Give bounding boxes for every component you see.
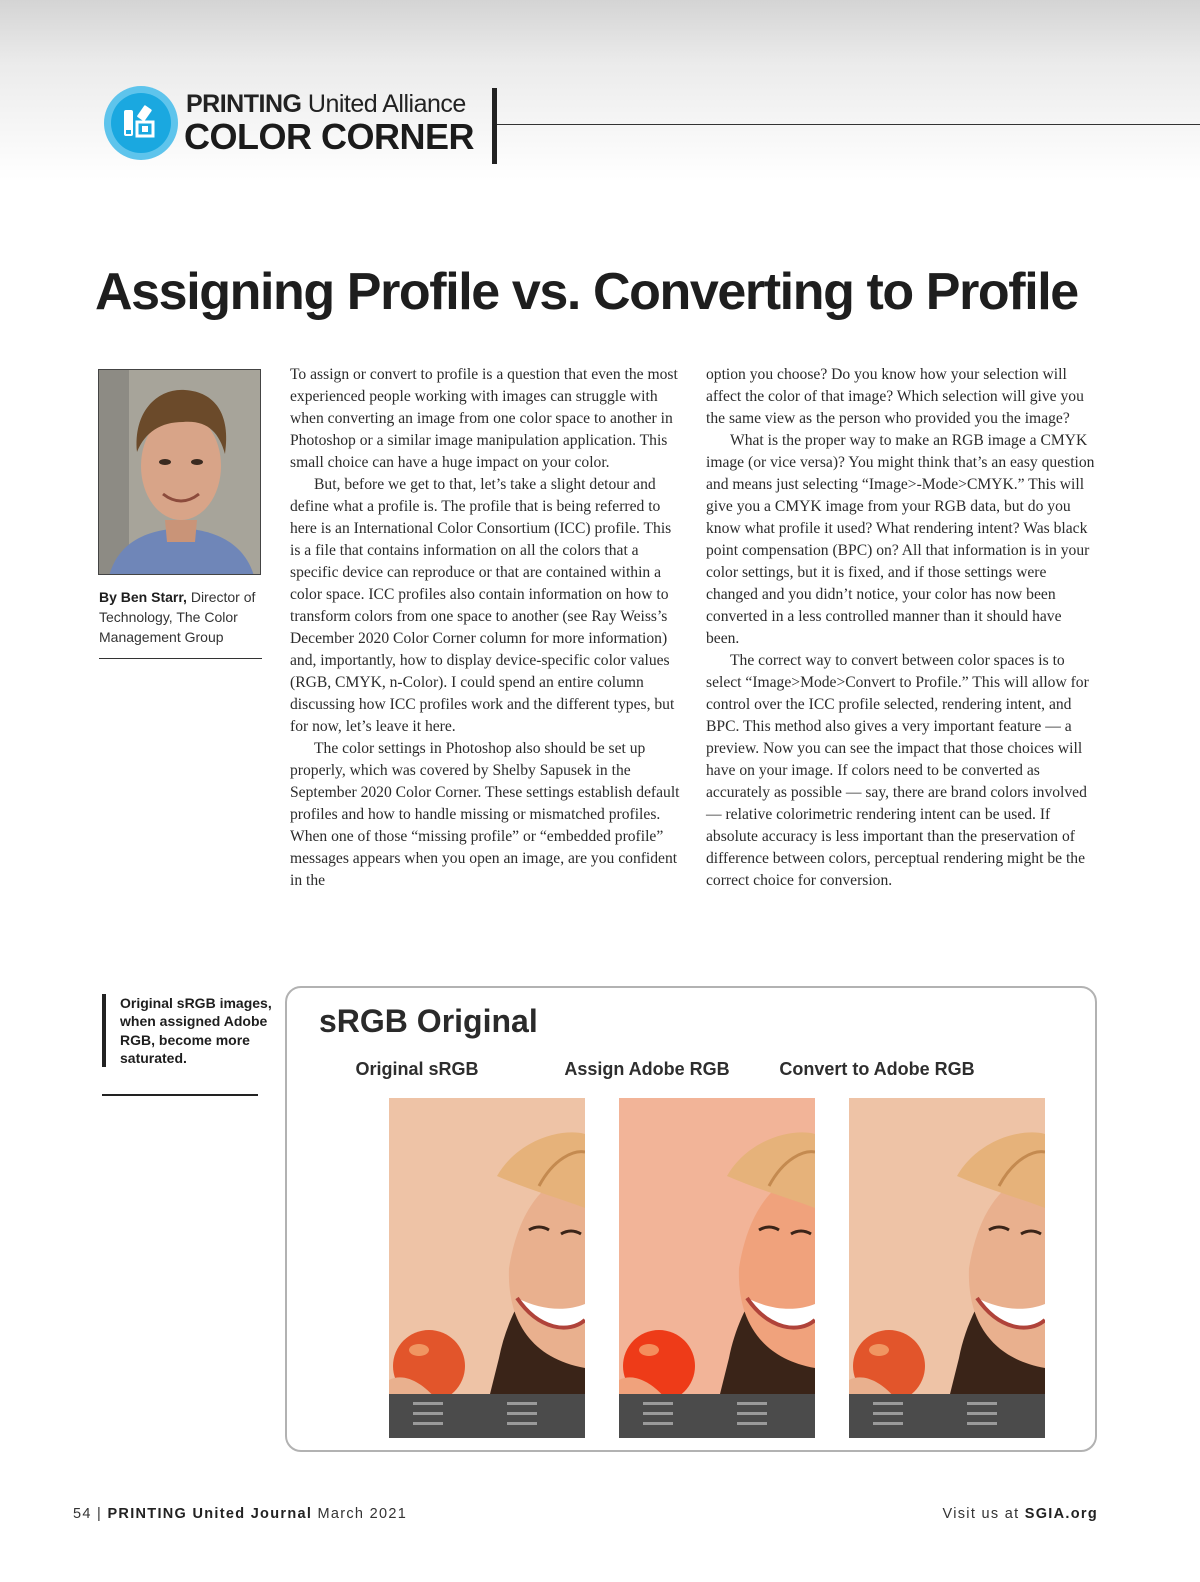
author-byline: By Ben Starr, Director of Technology, The Color Management Group [99,589,256,645]
panel-label-original: Original sRGB [355,1059,479,1079]
info-readout [967,1412,997,1415]
paragraph: To assign or convert to profile is a question that even the most experienced people working with images can struggle with when converting an image from one color space to another in Photoshop or a similar image manipulation application. This small choice can have a huge impact on your color. [290,366,678,471]
logo-title: PRINTING United Alliance [186,90,466,118]
figure-caption: Original sRGB images, when assigned Adobe RGB, become more saturated. [102,994,272,1067]
info-readout [413,1422,443,1425]
color-corner-logo [104,86,494,166]
apple-highlight [639,1344,659,1356]
caption-divider [102,1094,258,1096]
info-readout [507,1412,537,1415]
panel-assign-image [619,1098,815,1438]
info-readout [413,1412,443,1415]
article-title: Assigning Profile vs. Converting to Profile [95,263,1078,321]
info-panel [849,1394,1045,1438]
panel-convert-image [849,1098,1045,1438]
figure-title: sRGB Original [319,1003,538,1039]
logo-subtitle: COLOR CORNER [184,116,474,157]
printer-palette-icon [104,86,178,160]
paragraph: What is the proper way to make an RGB image a CMYK image (or vice versa)? You might think that’s an easy question and means just selecting “Image>-Mode>CMYK.” This will give you a CMYK image from your RGB data, but do you know what profile it used? What rendering intent? Was black point compensation (BPC) on? All that information is in your color settings, but it is fixed, and if those settings were changed and you didn’t notice, your color has now been converted in a less controlled manner than it should have been. [706,432,1095,647]
info-readout [737,1422,767,1425]
apple-highlight [409,1344,429,1356]
info-readout [737,1402,767,1405]
info-readout [873,1412,903,1415]
info-panel [619,1394,815,1438]
info-readout [643,1402,673,1405]
info-readout [507,1402,537,1405]
info-readout [873,1422,903,1425]
info-readout [413,1402,443,1405]
comparison-figure [285,986,1097,1452]
article-column-2 [706,364,1098,892]
info-readout [643,1422,673,1425]
info-readout [507,1422,537,1425]
article-column-1 [290,364,682,892]
info-readout [967,1402,997,1405]
apple-highlight [869,1344,889,1356]
info-readout [967,1422,997,1425]
panel-original-image [389,1098,585,1438]
paragraph: option you choose? Do you know how your selection will affect the color of that image? Which selection will give you the same view as the person who provided you the image? [706,366,1084,427]
paragraph: The color settings in Photoshop also should be set up properly, which was covered by Shelby Sapusek in the September 2020 Color Corner. These settings establish default profiles and how to handle missing or mismatched profiles. When one of those “missing profile” or “embedded profile” messages appears when you open an image, are you confident in the [290,740,680,889]
paragraph: The correct way to convert between color spaces is to select “Image>Mode>Convert to Profile.” This will allow for control over the ICC profile selected, rendering intent, and BPC. This method also gives a very important feature — a preview. Now you can see the impact that those choices will have on your image. If colors need to be converted as accurately as possible — say, there are brand colors involved — relative colorimetric rendering intent can be used. If absolute accuracy is less important than the preservation of difference between colors, perceptual rendering might be the correct choice for conversion. [706,652,1089,889]
info-readout [737,1412,767,1415]
author-photo [98,369,261,575]
info-panel [389,1394,585,1438]
footer-publication: 54 | PRINTING United Journal March 2021 [73,1506,408,1522]
footer-website: Visit us at SGIA.org [942,1506,1098,1522]
header-divider [492,88,497,164]
panel-label-assign: Assign Adobe RGB [564,1059,730,1079]
info-readout [873,1402,903,1405]
header-rule [497,124,1200,125]
panel-label-convert: Convert to Adobe RGB [779,1059,975,1079]
byline-divider [99,658,262,659]
website-link[interactable]: SGIA.org [1024,1506,1098,1522]
paragraph: But, before we get to that, let’s take a slight detour and define what a profile is. The profile that is being referred to here is an International Color Consortium (ICC) profile. This is a file that contains information on all the colors that a specific device can reproduce or that are contained within a color space. ICC profiles also contain information on how to transform colors from one space to another (see Ray Weiss’s December 2020 Color Corner column for more information) and, importantly, how to display device-specific color values (RGB, CMYK, n-Color). I could spend an entire column discussing how ICC profiles work and the different types, but for now, let’s leave it here. [290,476,675,735]
info-readout [643,1412,673,1415]
